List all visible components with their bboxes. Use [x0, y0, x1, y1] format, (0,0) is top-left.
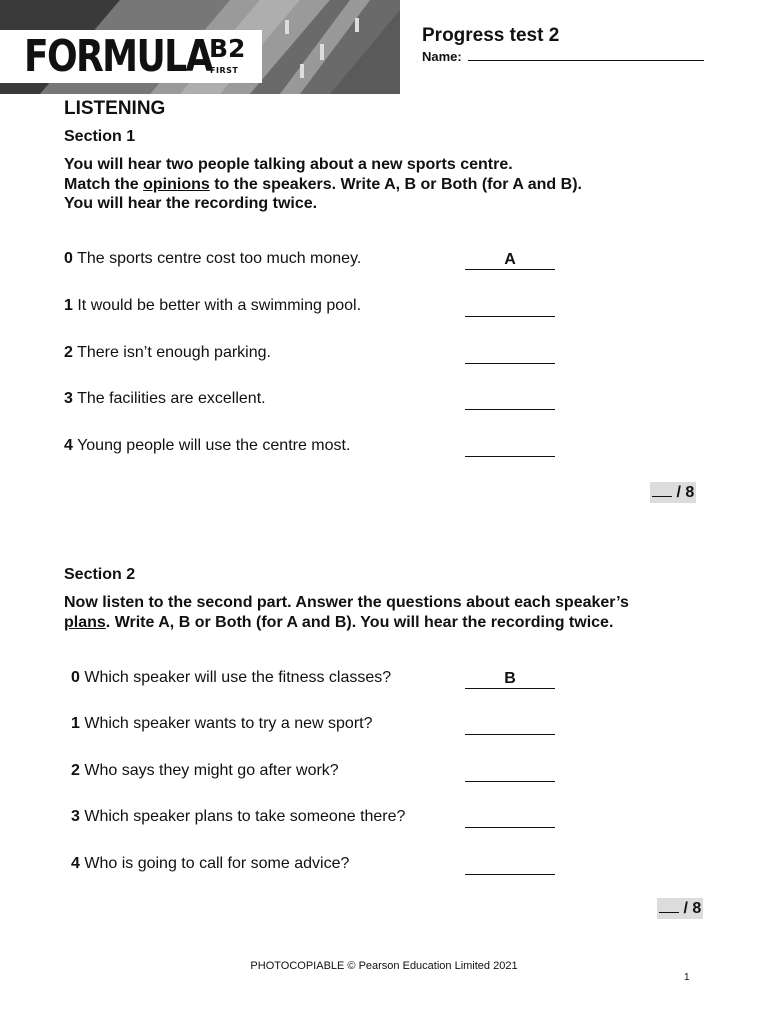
instr-line: You will hear the recording twice. [64, 195, 318, 212]
section2-title: Section 2 [64, 566, 136, 583]
list-item: 1 Which speaker wants to try a new sport? [71, 715, 373, 732]
answer-blank[interactable] [465, 438, 555, 457]
list-item: 2 Who says they might go after work? [71, 762, 339, 779]
list-item: 4 Who is going to call for some advice? [71, 855, 350, 872]
list-item: 0 The sports centre cost too much money. [64, 250, 362, 267]
list-item: 1 It would be better with a swimming pool. [64, 297, 362, 314]
name-label: Name: [422, 49, 462, 64]
answer-blank[interactable] [465, 716, 555, 735]
list-item: 2 There isn’t enough parking. [64, 344, 271, 361]
score-blank[interactable] [652, 482, 672, 497]
header-banner [0, 0, 400, 94]
answer-blank[interactable]: A [465, 251, 555, 270]
answer-blank[interactable] [465, 809, 555, 828]
answer-blank[interactable]: B [465, 670, 555, 689]
underlined-word: opinions [143, 175, 210, 193]
logo-wordmark: FORMULA [24, 31, 212, 82]
test-title: Progress test 2 [422, 25, 560, 46]
instr-line: You will hear two people talking about a new sports centre. [64, 156, 513, 173]
list-item: 3 Which speaker plans to take someone there? [71, 808, 406, 825]
name-field[interactable] [422, 49, 704, 64]
page-number: 1 [684, 972, 690, 983]
underlined-word: plans [64, 613, 106, 631]
answer-blank[interactable] [465, 763, 555, 782]
instr-line: Now listen to the second part. Answer the questions about each speaker’s [64, 594, 629, 611]
section1-title: Section 1 [64, 128, 136, 145]
name-blank[interactable] [468, 50, 704, 61]
section1-score: / 8 [650, 482, 696, 503]
answer-blank[interactable] [465, 391, 555, 410]
score-blank[interactable] [659, 898, 679, 913]
logo-subtitle: FIRST [210, 66, 239, 75]
section1-instructions [64, 155, 724, 214]
section2-instructions [64, 593, 724, 632]
instr-line: plans. Write A, B or Both (for A and B). You will hear the recording twice. [64, 613, 614, 631]
list-item: 0 Which speaker will use the fitness classes? [71, 669, 392, 686]
instr-line: Match the opinions to the speakers. Write A, B or Both (for A and B). [64, 175, 582, 193]
footer-copyright: PHOTOCOPIABLE © Pearson Education Limited 2021 [250, 960, 518, 972]
section2-score: / 8 [657, 898, 703, 919]
answer-blank[interactable] [465, 298, 555, 317]
list-item: 4 Young people will use the centre most. [64, 437, 351, 454]
list-item: 3 The facilities are excellent. [64, 390, 266, 407]
page-heading: LISTENING [64, 98, 166, 119]
logo-level: B2 [209, 34, 246, 63]
answer-blank[interactable] [465, 345, 555, 364]
answer-blank[interactable] [465, 856, 555, 875]
